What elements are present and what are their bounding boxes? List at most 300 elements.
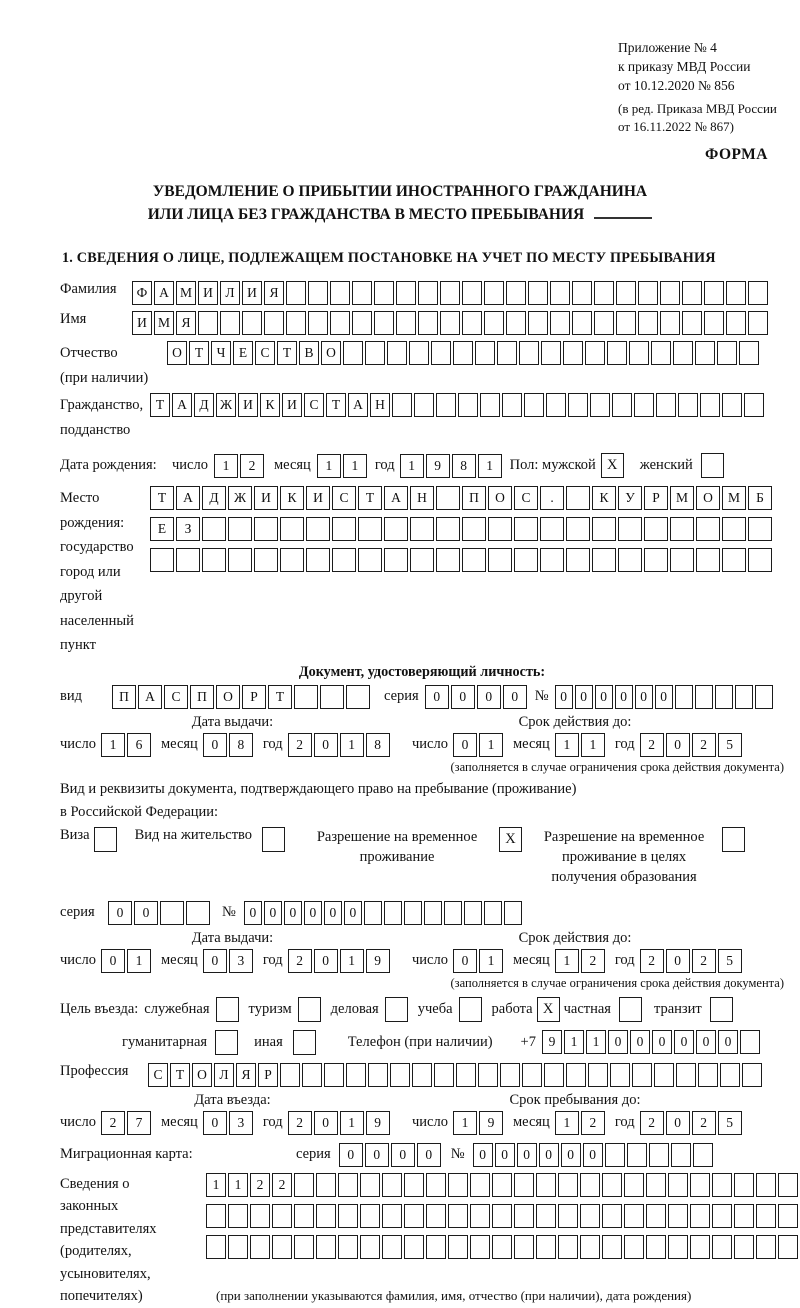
char-cell[interactable]: И xyxy=(242,281,262,305)
char-cell[interactable]: 0 xyxy=(453,733,477,757)
char-cell[interactable]: О xyxy=(488,486,512,510)
char-cell[interactable] xyxy=(308,311,328,335)
char-cell[interactable] xyxy=(264,311,284,335)
char-cell[interactable] xyxy=(734,1235,754,1259)
char-cell[interactable] xyxy=(624,1235,644,1259)
char-cell[interactable]: 0 xyxy=(284,901,302,925)
char-cell[interactable] xyxy=(346,1063,366,1087)
char-cell[interactable] xyxy=(470,1235,490,1259)
sex-female-checkbox[interactable] xyxy=(701,453,724,478)
char-cell[interactable] xyxy=(254,548,278,572)
char-cell[interactable] xyxy=(436,393,456,417)
char-cell[interactable]: 0 xyxy=(718,1030,738,1054)
char-cell[interactable] xyxy=(602,1204,622,1228)
char-cell[interactable] xyxy=(660,311,680,335)
char-cell[interactable] xyxy=(566,517,590,541)
char-cell[interactable] xyxy=(588,1063,608,1087)
char-cell[interactable] xyxy=(409,341,429,365)
char-cell[interactable] xyxy=(550,311,570,335)
char-cell[interactable]: 2 xyxy=(250,1173,270,1197)
char-cell[interactable] xyxy=(206,1204,226,1228)
char-cell[interactable]: Ф xyxy=(132,281,152,305)
char-cell[interactable]: А xyxy=(348,393,368,417)
char-cell[interactable]: 0 xyxy=(365,1143,389,1167)
option-temp-residence-checkbox[interactable]: X xyxy=(499,827,522,852)
purpose-humanitarian-checkbox[interactable] xyxy=(215,1030,238,1055)
char-cell[interactable] xyxy=(690,1204,710,1228)
char-cell[interactable] xyxy=(404,1204,424,1228)
char-cell[interactable]: П xyxy=(112,685,136,709)
char-cell[interactable]: П xyxy=(190,685,214,709)
char-cell[interactable]: 0 xyxy=(555,685,573,709)
char-cell[interactable] xyxy=(470,1204,490,1228)
char-cell[interactable] xyxy=(150,548,174,572)
char-cell[interactable] xyxy=(202,548,226,572)
char-cell[interactable] xyxy=(572,281,592,305)
char-cell[interactable] xyxy=(675,685,693,709)
char-cell[interactable] xyxy=(682,281,702,305)
purpose-transit-checkbox[interactable] xyxy=(710,997,733,1022)
char-cell[interactable] xyxy=(404,901,422,925)
char-cell[interactable]: 1 xyxy=(400,454,424,478)
char-cell[interactable]: 8 xyxy=(366,733,390,757)
char-cell[interactable] xyxy=(734,1204,754,1228)
char-cell[interactable] xyxy=(676,1063,696,1087)
char-cell[interactable]: Ж xyxy=(228,486,252,510)
char-cell[interactable]: О xyxy=(696,486,720,510)
purpose-other-checkbox[interactable] xyxy=(293,1030,316,1055)
char-cell[interactable]: 5 xyxy=(718,949,742,973)
char-cell[interactable] xyxy=(722,393,742,417)
char-cell[interactable] xyxy=(272,1204,292,1228)
char-cell[interactable] xyxy=(418,311,438,335)
char-cell[interactable] xyxy=(536,1204,556,1228)
char-cell[interactable]: 0 xyxy=(425,685,449,709)
char-cell[interactable]: О xyxy=(167,341,187,365)
char-cell[interactable] xyxy=(610,1063,630,1087)
char-cell[interactable] xyxy=(440,311,460,335)
char-cell[interactable] xyxy=(228,548,252,572)
char-cell[interactable]: 0 xyxy=(666,1111,690,1135)
char-cell[interactable] xyxy=(396,311,416,335)
char-cell[interactable] xyxy=(316,1173,336,1197)
char-cell[interactable]: 0 xyxy=(134,901,158,925)
char-cell[interactable]: 0 xyxy=(630,1030,650,1054)
char-cell[interactable] xyxy=(470,1173,490,1197)
char-cell[interactable]: 2 xyxy=(288,949,312,973)
char-cell[interactable] xyxy=(272,1235,292,1259)
char-cell[interactable] xyxy=(735,685,753,709)
char-cell[interactable]: 1 xyxy=(228,1173,248,1197)
char-cell[interactable] xyxy=(497,341,517,365)
char-cell[interactable] xyxy=(668,1204,688,1228)
char-cell[interactable]: 5 xyxy=(718,733,742,757)
char-cell[interactable]: С xyxy=(164,685,188,709)
char-cell[interactable] xyxy=(514,1204,534,1228)
char-cell[interactable] xyxy=(616,311,636,335)
char-cell[interactable] xyxy=(448,1173,468,1197)
char-cell[interactable] xyxy=(346,685,370,709)
char-cell[interactable] xyxy=(654,1063,674,1087)
char-cell[interactable] xyxy=(612,393,632,417)
char-cell[interactable]: 1 xyxy=(586,1030,606,1054)
char-cell[interactable]: Т xyxy=(150,486,174,510)
char-cell[interactable] xyxy=(286,311,306,335)
char-cell[interactable]: 3 xyxy=(229,949,253,973)
char-cell[interactable]: 2 xyxy=(692,949,716,973)
char-cell[interactable] xyxy=(682,311,702,335)
char-cell[interactable] xyxy=(343,341,363,365)
char-cell[interactable]: 0 xyxy=(561,1143,581,1167)
char-cell[interactable] xyxy=(536,1235,556,1259)
char-cell[interactable]: Т xyxy=(277,341,297,365)
char-cell[interactable]: 1 xyxy=(581,733,605,757)
char-cell[interactable] xyxy=(330,311,350,335)
char-cell[interactable] xyxy=(280,1063,300,1087)
char-cell[interactable]: 0 xyxy=(101,949,125,973)
char-cell[interactable] xyxy=(294,1235,314,1259)
char-cell[interactable]: 0 xyxy=(203,1111,227,1135)
char-cell[interactable]: 0 xyxy=(575,685,593,709)
char-cell[interactable] xyxy=(352,281,372,305)
char-cell[interactable]: А xyxy=(138,685,162,709)
char-cell[interactable] xyxy=(744,393,764,417)
char-cell[interactable]: 0 xyxy=(314,733,338,757)
char-cell[interactable]: Т xyxy=(150,393,170,417)
char-cell[interactable] xyxy=(524,393,544,417)
char-cell[interactable] xyxy=(198,311,218,335)
char-cell[interactable] xyxy=(480,393,500,417)
char-cell[interactable] xyxy=(748,548,772,572)
char-cell[interactable] xyxy=(698,1063,718,1087)
char-cell[interactable] xyxy=(484,901,502,925)
char-cell[interactable]: Т xyxy=(358,486,382,510)
char-cell[interactable]: Д xyxy=(202,486,226,510)
char-cell[interactable] xyxy=(696,517,720,541)
char-cell[interactable]: Т xyxy=(326,393,346,417)
char-cell[interactable] xyxy=(668,1235,688,1259)
char-cell[interactable] xyxy=(488,548,512,572)
char-cell[interactable]: 2 xyxy=(640,733,664,757)
char-cell[interactable] xyxy=(484,281,504,305)
char-cell[interactable]: 0 xyxy=(417,1143,441,1167)
purpose-study-checkbox[interactable] xyxy=(459,997,482,1022)
option-visa-checkbox[interactable] xyxy=(94,827,117,852)
char-cell[interactable] xyxy=(492,1173,512,1197)
char-cell[interactable]: С xyxy=(255,341,275,365)
char-cell[interactable] xyxy=(522,1063,542,1087)
char-cell[interactable] xyxy=(220,311,240,335)
char-cell[interactable] xyxy=(368,1063,388,1087)
char-cell[interactable] xyxy=(426,1173,446,1197)
char-cell[interactable] xyxy=(316,1204,336,1228)
char-cell[interactable] xyxy=(646,1204,666,1228)
char-cell[interactable] xyxy=(632,1063,652,1087)
char-cell[interactable]: 0 xyxy=(517,1143,537,1167)
char-cell[interactable]: 7 xyxy=(127,1111,151,1135)
char-cell[interactable] xyxy=(302,1063,322,1087)
char-cell[interactable]: 2 xyxy=(640,1111,664,1135)
char-cell[interactable] xyxy=(478,1063,498,1087)
char-cell[interactable] xyxy=(756,1235,776,1259)
char-cell[interactable]: 2 xyxy=(272,1173,292,1197)
char-cell[interactable] xyxy=(410,548,434,572)
char-cell[interactable]: 0 xyxy=(304,901,322,925)
char-cell[interactable]: 1 xyxy=(555,1111,579,1135)
char-cell[interactable] xyxy=(506,311,526,335)
char-cell[interactable] xyxy=(594,281,614,305)
char-cell[interactable] xyxy=(646,1235,666,1259)
char-cell[interactable] xyxy=(502,393,522,417)
char-cell[interactable] xyxy=(202,517,226,541)
char-cell[interactable] xyxy=(602,1235,622,1259)
char-cell[interactable]: М xyxy=(670,486,694,510)
char-cell[interactable]: 0 xyxy=(635,685,653,709)
char-cell[interactable] xyxy=(580,1173,600,1197)
char-cell[interactable]: . xyxy=(540,486,564,510)
char-cell[interactable]: 1 xyxy=(206,1173,226,1197)
char-cell[interactable]: А xyxy=(172,393,192,417)
char-cell[interactable]: 0 xyxy=(453,949,477,973)
char-cell[interactable] xyxy=(456,1063,476,1087)
char-cell[interactable] xyxy=(250,1235,270,1259)
char-cell[interactable] xyxy=(540,517,564,541)
char-cell[interactable]: С xyxy=(514,486,538,510)
char-cell[interactable]: 0 xyxy=(108,901,132,925)
char-cell[interactable] xyxy=(316,1235,336,1259)
char-cell[interactable] xyxy=(638,281,658,305)
char-cell[interactable] xyxy=(436,517,460,541)
char-cell[interactable] xyxy=(690,1173,710,1197)
char-cell[interactable] xyxy=(712,1235,732,1259)
char-cell[interactable] xyxy=(722,517,746,541)
char-cell[interactable] xyxy=(404,1235,424,1259)
char-cell[interactable] xyxy=(306,517,330,541)
char-cell[interactable] xyxy=(656,393,676,417)
char-cell[interactable]: 6 xyxy=(127,733,151,757)
char-cell[interactable] xyxy=(364,901,382,925)
char-cell[interactable] xyxy=(306,548,330,572)
purpose-private-checkbox[interactable] xyxy=(619,997,642,1022)
char-cell[interactable]: 0 xyxy=(655,685,673,709)
char-cell[interactable]: Т xyxy=(170,1063,190,1087)
char-cell[interactable]: 2 xyxy=(101,1111,125,1135)
char-cell[interactable] xyxy=(704,281,724,305)
char-cell[interactable] xyxy=(778,1173,798,1197)
char-cell[interactable] xyxy=(330,281,350,305)
char-cell[interactable] xyxy=(540,548,564,572)
char-cell[interactable] xyxy=(629,341,649,365)
char-cell[interactable]: О xyxy=(192,1063,212,1087)
char-cell[interactable] xyxy=(514,1235,534,1259)
char-cell[interactable]: 2 xyxy=(581,949,605,973)
char-cell[interactable]: П xyxy=(462,486,486,510)
char-cell[interactable] xyxy=(618,517,642,541)
char-cell[interactable] xyxy=(404,1173,424,1197)
char-cell[interactable] xyxy=(384,548,408,572)
sex-male-checkbox[interactable]: X xyxy=(601,453,624,478)
char-cell[interactable] xyxy=(382,1204,402,1228)
char-cell[interactable] xyxy=(541,341,561,365)
char-cell[interactable] xyxy=(338,1173,358,1197)
char-cell[interactable] xyxy=(528,281,548,305)
char-cell[interactable] xyxy=(294,1204,314,1228)
char-cell[interactable] xyxy=(726,311,746,335)
char-cell[interactable]: 1 xyxy=(214,454,238,478)
char-cell[interactable] xyxy=(720,1063,740,1087)
char-cell[interactable]: 0 xyxy=(391,1143,415,1167)
char-cell[interactable]: 1 xyxy=(340,949,364,973)
char-cell[interactable] xyxy=(338,1235,358,1259)
char-cell[interactable] xyxy=(618,548,642,572)
char-cell[interactable]: 9 xyxy=(426,454,450,478)
char-cell[interactable] xyxy=(748,311,768,335)
char-cell[interactable] xyxy=(519,341,539,365)
char-cell[interactable] xyxy=(592,548,616,572)
char-cell[interactable]: 0 xyxy=(495,1143,515,1167)
char-cell[interactable]: В xyxy=(299,341,319,365)
char-cell[interactable]: Р xyxy=(644,486,668,510)
char-cell[interactable] xyxy=(742,1063,762,1087)
char-cell[interactable] xyxy=(365,341,385,365)
char-cell[interactable]: 1 xyxy=(317,454,341,478)
char-cell[interactable] xyxy=(660,281,680,305)
char-cell[interactable] xyxy=(332,548,356,572)
char-cell[interactable] xyxy=(644,548,668,572)
char-cell[interactable] xyxy=(739,341,759,365)
char-cell[interactable] xyxy=(374,281,394,305)
char-cell[interactable] xyxy=(286,281,306,305)
char-cell[interactable] xyxy=(360,1173,380,1197)
char-cell[interactable] xyxy=(722,548,746,572)
char-cell[interactable] xyxy=(563,341,583,365)
char-cell[interactable]: М xyxy=(722,486,746,510)
char-cell[interactable]: М xyxy=(154,311,174,335)
char-cell[interactable] xyxy=(748,281,768,305)
char-cell[interactable] xyxy=(572,311,592,335)
char-cell[interactable]: Я xyxy=(236,1063,256,1087)
char-cell[interactable]: 9 xyxy=(366,949,390,973)
char-cell[interactable]: 2 xyxy=(288,1111,312,1135)
char-cell[interactable] xyxy=(176,548,200,572)
char-cell[interactable]: 0 xyxy=(339,1143,363,1167)
char-cell[interactable]: Л xyxy=(214,1063,234,1087)
char-cell[interactable] xyxy=(426,1235,446,1259)
char-cell[interactable] xyxy=(448,1235,468,1259)
char-cell[interactable] xyxy=(558,1235,578,1259)
char-cell[interactable] xyxy=(580,1235,600,1259)
char-cell[interactable] xyxy=(734,1173,754,1197)
char-cell[interactable]: 9 xyxy=(479,1111,503,1135)
char-cell[interactable] xyxy=(436,548,460,572)
char-cell[interactable]: 1 xyxy=(478,454,502,478)
option-education-residence-checkbox[interactable] xyxy=(722,827,745,852)
char-cell[interactable] xyxy=(568,393,588,417)
char-cell[interactable]: А xyxy=(154,281,174,305)
char-cell[interactable]: Р xyxy=(258,1063,278,1087)
char-cell[interactable] xyxy=(670,548,694,572)
char-cell[interactable] xyxy=(580,1204,600,1228)
char-cell[interactable] xyxy=(358,548,382,572)
char-cell[interactable] xyxy=(670,517,694,541)
char-cell[interactable] xyxy=(387,341,407,365)
char-cell[interactable]: У xyxy=(618,486,642,510)
char-cell[interactable] xyxy=(712,1204,732,1228)
char-cell[interactable] xyxy=(678,393,698,417)
char-cell[interactable] xyxy=(695,341,715,365)
char-cell[interactable]: Е xyxy=(233,341,253,365)
char-cell[interactable]: 0 xyxy=(203,949,227,973)
purpose-tourism-checkbox[interactable] xyxy=(298,997,321,1022)
char-cell[interactable] xyxy=(544,1063,564,1087)
char-cell[interactable] xyxy=(558,1204,578,1228)
char-cell[interactable] xyxy=(616,281,636,305)
char-cell[interactable] xyxy=(778,1204,798,1228)
char-cell[interactable] xyxy=(756,1173,776,1197)
char-cell[interactable]: 0 xyxy=(674,1030,694,1054)
char-cell[interactable]: 0 xyxy=(666,949,690,973)
char-cell[interactable] xyxy=(396,281,416,305)
char-cell[interactable]: 0 xyxy=(503,685,527,709)
char-cell[interactable] xyxy=(594,311,614,335)
char-cell[interactable] xyxy=(280,517,304,541)
char-cell[interactable] xyxy=(492,1235,512,1259)
char-cell[interactable]: 1 xyxy=(555,949,579,973)
char-cell[interactable] xyxy=(374,311,394,335)
char-cell[interactable] xyxy=(566,548,590,572)
char-cell[interactable]: С xyxy=(332,486,356,510)
char-cell[interactable]: 0 xyxy=(244,901,262,925)
char-cell[interactable]: З xyxy=(176,517,200,541)
char-cell[interactable]: 2 xyxy=(640,949,664,973)
char-cell[interactable] xyxy=(602,1173,622,1197)
char-cell[interactable] xyxy=(426,1204,446,1228)
char-cell[interactable]: 9 xyxy=(542,1030,562,1054)
char-cell[interactable]: 0 xyxy=(451,685,475,709)
char-cell[interactable] xyxy=(624,1173,644,1197)
char-cell[interactable]: С xyxy=(148,1063,168,1087)
char-cell[interactable]: 0 xyxy=(473,1143,493,1167)
char-cell[interactable] xyxy=(644,517,668,541)
char-cell[interactable] xyxy=(418,281,438,305)
char-cell[interactable] xyxy=(475,341,495,365)
char-cell[interactable] xyxy=(382,1235,402,1259)
char-cell[interactable] xyxy=(712,1173,732,1197)
char-cell[interactable] xyxy=(186,901,210,925)
char-cell[interactable]: И xyxy=(306,486,330,510)
char-cell[interactable] xyxy=(756,1204,776,1228)
char-cell[interactable] xyxy=(352,311,372,335)
char-cell[interactable]: 0 xyxy=(203,733,227,757)
char-cell[interactable]: И xyxy=(238,393,258,417)
char-cell[interactable]: Я xyxy=(176,311,196,335)
char-cell[interactable]: Н xyxy=(370,393,390,417)
char-cell[interactable]: 2 xyxy=(240,454,264,478)
char-cell[interactable] xyxy=(392,393,412,417)
char-cell[interactable]: 0 xyxy=(595,685,613,709)
char-cell[interactable] xyxy=(504,901,522,925)
char-cell[interactable] xyxy=(412,1063,432,1087)
char-cell[interactable] xyxy=(690,1235,710,1259)
char-cell[interactable] xyxy=(462,281,482,305)
char-cell[interactable] xyxy=(332,517,356,541)
char-cell[interactable] xyxy=(250,1204,270,1228)
char-cell[interactable]: Ч xyxy=(211,341,231,365)
char-cell[interactable]: К xyxy=(260,393,280,417)
char-cell[interactable] xyxy=(434,1063,454,1087)
char-cell[interactable] xyxy=(566,1063,586,1087)
char-cell[interactable]: К xyxy=(592,486,616,510)
